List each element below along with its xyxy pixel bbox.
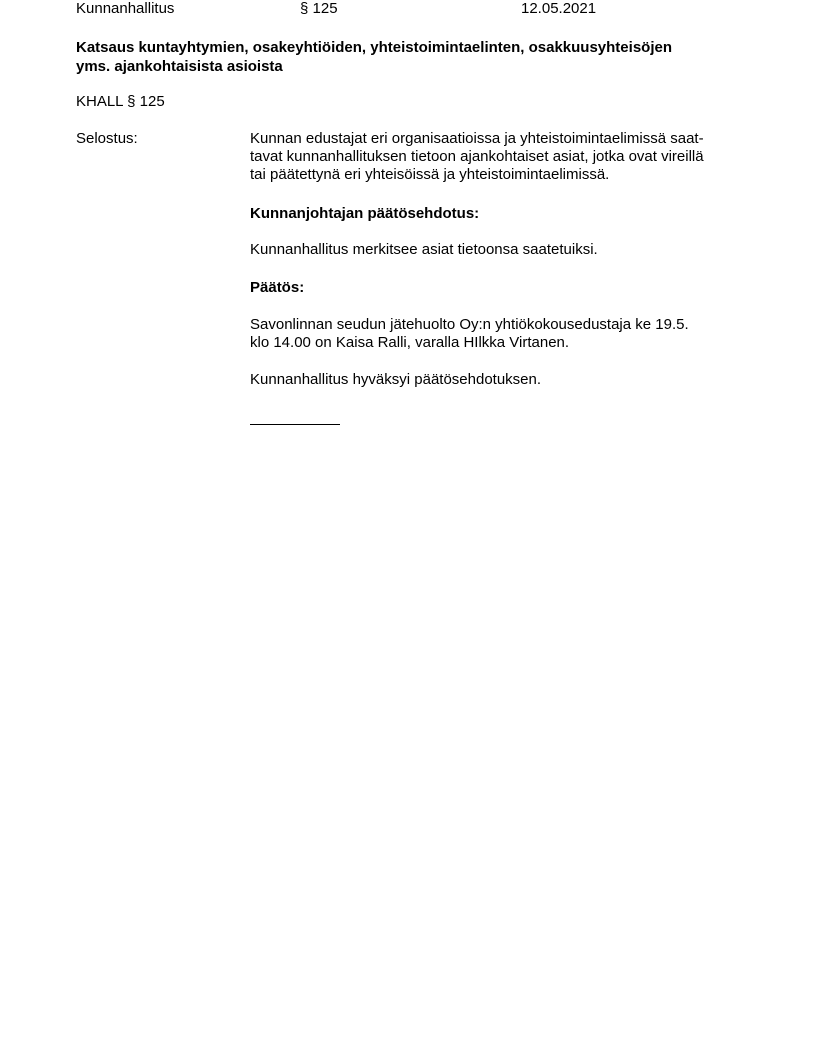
selostus-label: Selostus: — [76, 130, 138, 147]
selostus-line-1: Kunnan edustajat eri organisaatioissa ja yhteistoimintaelimissä saat- — [250, 130, 704, 147]
title-line-1: Katsaus kuntayhtymien, osakeyhtiöiden, yhteistoimintaelinten, osakkuusyhteisöjen — [76, 39, 672, 56]
header-date: 12.05.2021 — [521, 0, 597, 17]
header-body-name: Kunnanhallitus — [76, 0, 175, 17]
proposal-text: Kunnanhallitus merkitsee asiat tietoonsa saatetuiksi. — [250, 241, 598, 258]
decision-heading-block — [250, 279, 750, 297]
title-line-2: yms. ajankohtaisista asioista — [76, 58, 283, 75]
proposal-heading-block — [250, 205, 750, 223]
selostus-line-3: tai päätettynä eri yhteisöissä ja yhteistoimintaelimissä. — [250, 166, 610, 183]
decision-line-2: klo 14.00 on Kaisa Ralli, varalla HIlkka Virtanen. — [250, 334, 570, 351]
proposal-heading: Kunnanjohtajan päätösehdotus: — [250, 205, 480, 222]
decision-line-1: Savonlinnan seudun jätehuolto Oy:n yhtiökokousedustaja ke 19.5. — [250, 316, 689, 333]
proposal-text-block — [250, 241, 750, 259]
selostus-line-2: tavat kunnanhallituksen tietoon ajankohtaiset asiat, jotka ovat vireillä — [250, 148, 704, 165]
header-section-number: § 125 — [300, 0, 338, 17]
section-reference: KHALL § 125 — [76, 93, 165, 110]
end-divider — [250, 424, 340, 425]
document-title — [76, 38, 736, 76]
selostus-text — [250, 130, 750, 184]
decision-heading: Päätös: — [250, 279, 305, 296]
decision-closing: Kunnanhallitus hyväksyi päätösehdotuksen. — [250, 371, 542, 388]
decision-text — [250, 316, 750, 352]
decision-closing-block — [250, 371, 750, 389]
